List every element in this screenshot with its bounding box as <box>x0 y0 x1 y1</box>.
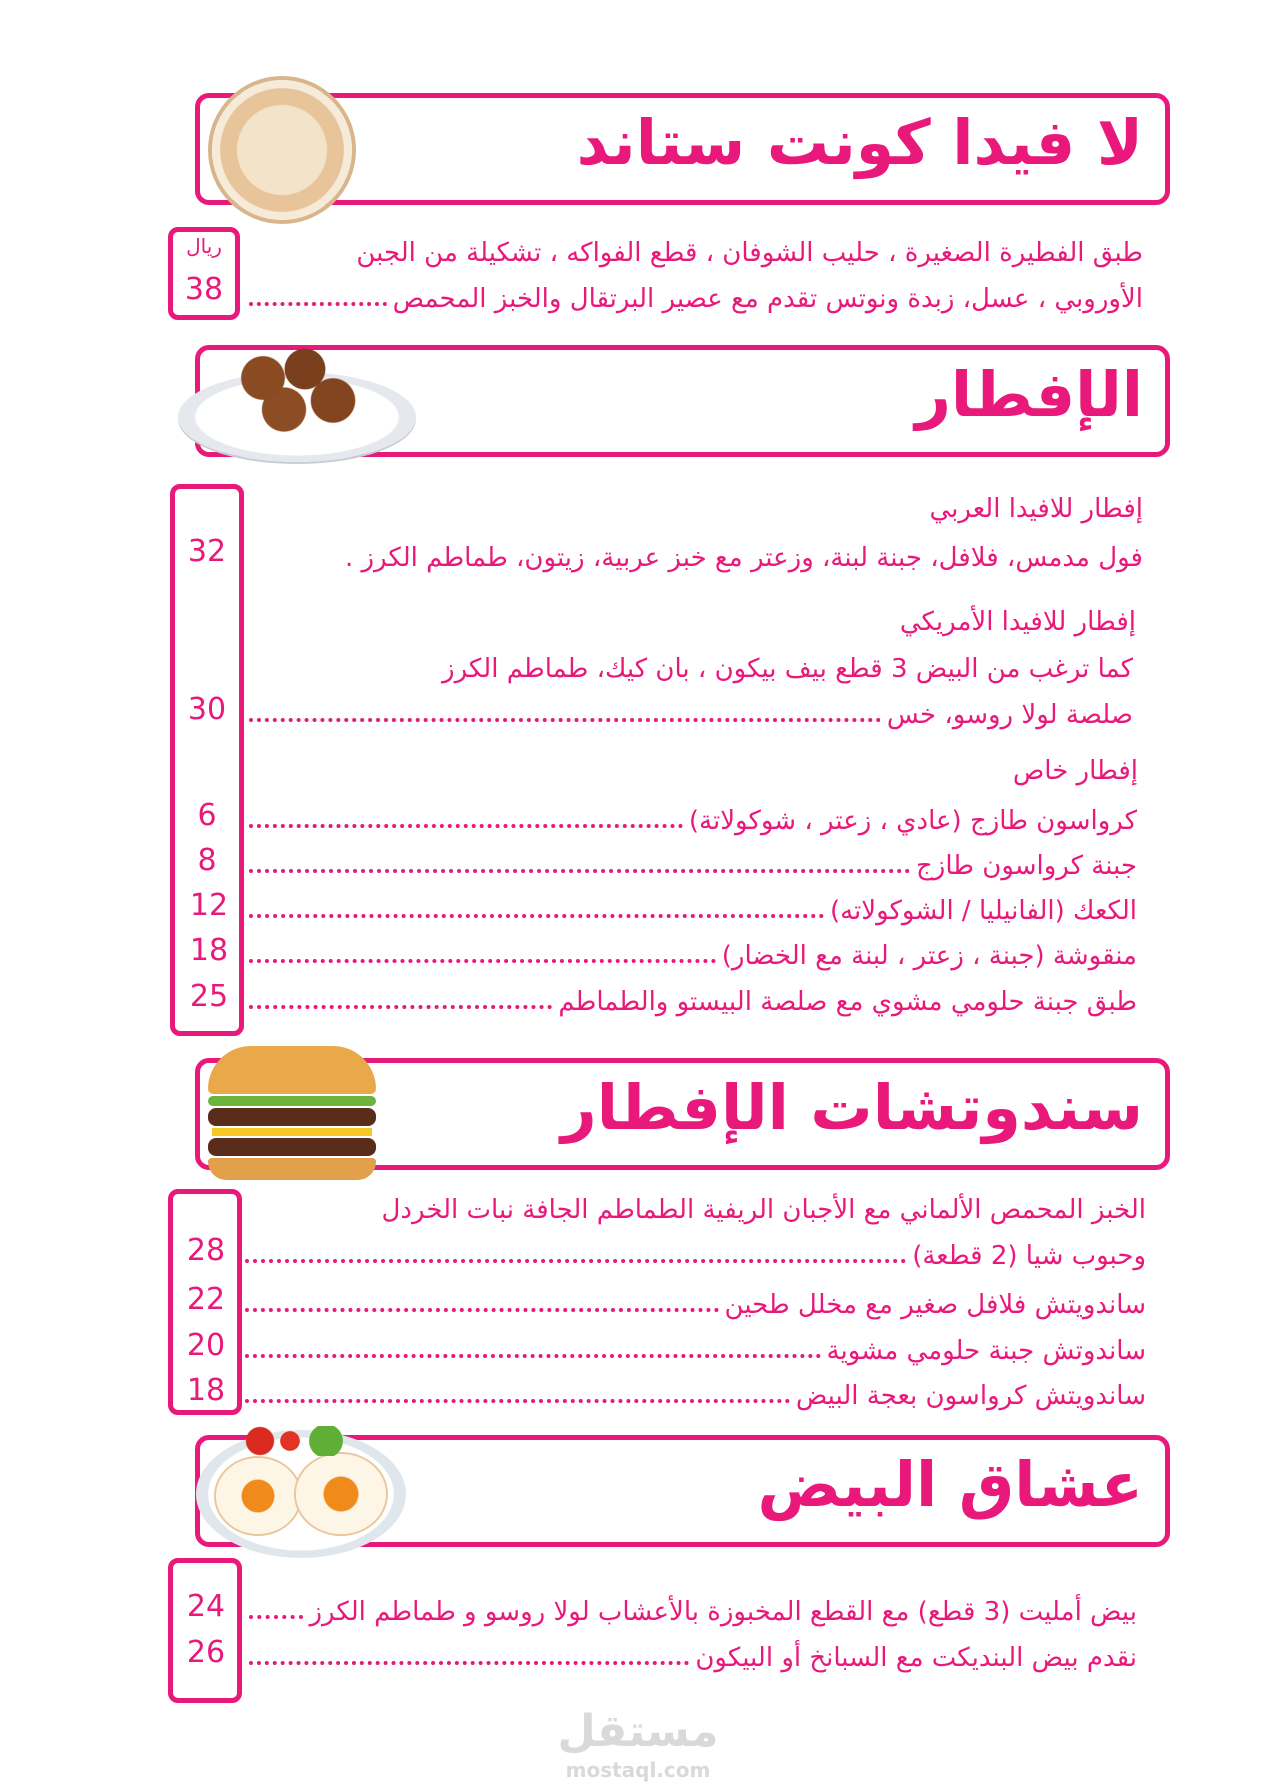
price: 32 <box>187 534 227 569</box>
price: 12 <box>189 888 229 923</box>
price: 20 <box>186 1328 226 1363</box>
menu-item <box>245 1373 1146 1411</box>
dot-leader <box>249 302 387 306</box>
fruit-bowl-image <box>212 80 352 220</box>
price: 28 <box>186 1233 226 1268</box>
burger-image <box>208 1046 376 1174</box>
item-text: طبق الفطيرة الصغيرة ، حليب الشوفان ، قطع الفواكه ، تشكيلة من الجبن <box>356 238 1143 268</box>
item-name: الكعك (الفانيليا / الشوكولاته) <box>829 896 1137 926</box>
menu-item-line <box>249 230 1143 268</box>
menu-item <box>245 1328 1146 1366</box>
menu-item <box>249 843 1137 881</box>
dot-leader <box>249 1661 689 1665</box>
price: 18 <box>186 1373 226 1408</box>
item-name: كرواسون طازج (عادي ، زعتر ، شوكولاتة) <box>688 806 1137 836</box>
price: 18 <box>189 933 229 968</box>
price: 6 <box>197 798 217 833</box>
item-name: جبنة كرواسون طازج <box>916 851 1137 881</box>
item-text: كما ترغب من البيض 3 قطع بيف بيكون ، بان كيك، طماطم الكرز <box>442 654 1133 684</box>
item-name: ساندويتش فلافل صغير مع مخلل طحين <box>724 1290 1146 1320</box>
fried-eggs-image <box>196 1430 406 1558</box>
price: 8 <box>197 843 217 878</box>
price: 38 <box>184 272 224 307</box>
menu-item-line <box>249 535 1143 573</box>
menu-item-line <box>252 1187 1146 1225</box>
group-title: إفطار خاص <box>1012 756 1138 786</box>
item-text: صلصة لولا روسو، خس <box>886 700 1133 730</box>
dot-leader <box>249 824 683 828</box>
group-title: إفطار للافيدا العربي <box>929 494 1143 524</box>
menu-item <box>245 1233 1146 1271</box>
dot-leader <box>249 914 824 918</box>
watermark-url: mostaql.com <box>565 1758 711 1782</box>
item-name: ساندويتش كرواسون بعجة البيض <box>795 1381 1146 1411</box>
dot-leader <box>245 1259 906 1263</box>
item-name: الخبز المحمص الألماني مع الأجبان الريفية الطماطم الجافة نبات الخردل <box>381 1195 1146 1225</box>
price: 30 <box>187 692 227 727</box>
watermark-logo: مستقل <box>557 1706 719 1757</box>
price: 25 <box>189 979 229 1014</box>
item-text: فول مدمس، فلافل، جبنة لبنة، وزعتر مع خبز عربية، زيتون، طماطم الكرز . <box>344 543 1143 573</box>
menu-item-line <box>249 276 1143 314</box>
dot-leader <box>249 869 910 873</box>
menu-item-line <box>249 646 1133 684</box>
item-name: ساندوتش جبنة حلومي مشوية <box>826 1336 1146 1366</box>
dot-leader <box>249 718 881 722</box>
item-name: وحبوب شيا (2 قطعة) <box>912 1241 1146 1271</box>
item-name: منقوشة (جبنة ، زعتر ، لبنة مع الخضار) <box>721 941 1137 971</box>
menu-item-line <box>249 692 1133 730</box>
price: 22 <box>186 1282 226 1317</box>
item-text: الأوروبي ، عسل، زبدة ونوتس تقدم مع عصير البرتقال والخبز المحمص <box>392 284 1143 314</box>
section-title: الإفطار <box>915 358 1143 431</box>
dot-leader <box>249 1615 303 1619</box>
price: 24 <box>186 1589 226 1624</box>
currency-label: ريال <box>186 234 222 258</box>
menu-item <box>249 798 1137 836</box>
item-name: نقدم بيض البنديكت مع السبانخ أو البيكون <box>695 1643 1137 1673</box>
section-title: عشاق البيض <box>757 1448 1143 1521</box>
falafel-plate-image <box>178 372 416 462</box>
dot-leader <box>245 1308 719 1312</box>
dot-leader <box>245 1399 790 1403</box>
section-title: لا فيدا كونت ستاند <box>576 106 1143 179</box>
dot-leader <box>249 959 716 963</box>
group-title: إفطار للافيدا الأمريكي <box>899 607 1136 637</box>
dot-leader <box>249 1005 552 1009</box>
menu-item <box>245 1282 1146 1320</box>
item-name: بيض أمليت (3 قطع) مع القطع المخبوزة بالأعشاب لولا روسو و طماطم الكرز <box>309 1597 1137 1627</box>
menu-item <box>249 888 1137 926</box>
menu-item <box>249 1635 1137 1673</box>
section-title: سندوتشات الإفطار <box>561 1071 1143 1144</box>
menu-item <box>249 979 1137 1017</box>
price-box <box>168 1558 242 1703</box>
item-name: طبق جبنة حلومي مشوي مع صلصة البيستو والطماطم <box>558 987 1137 1017</box>
menu-item <box>249 933 1137 971</box>
dot-leader <box>245 1354 821 1358</box>
price: 26 <box>186 1635 226 1670</box>
menu-item <box>249 1589 1137 1627</box>
